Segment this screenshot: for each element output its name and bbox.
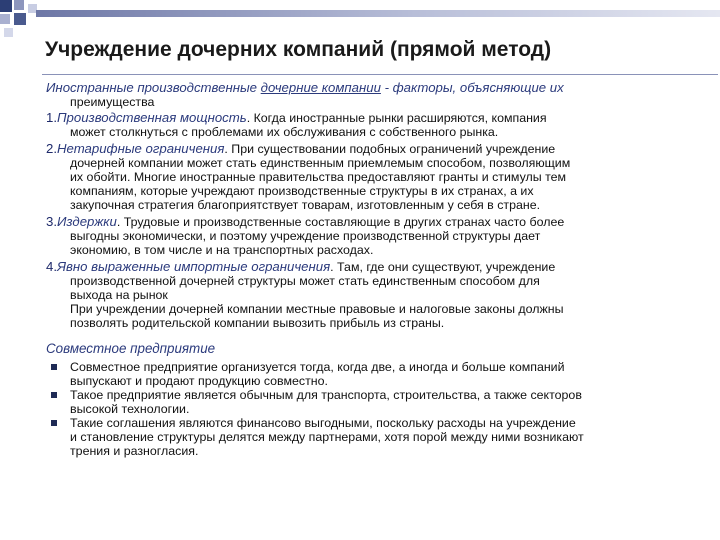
factor-item [46, 215, 714, 229]
jv-bullet-line: Такое предприятие является обычным для транспорта, строительства, а также секторов [70, 388, 582, 402]
factor-text-line: выхода на рынок [70, 288, 168, 302]
square-bullet-icon [51, 364, 57, 370]
intro-text: Иностранные производственные [46, 80, 261, 95]
title-divider [42, 74, 718, 75]
factor-name: Нетарифные ограничения [57, 141, 225, 156]
factor-text-line: закупочная стратегия благоприятствует товарам, изготовленным у себя в стране. [70, 198, 541, 212]
factor-text-line: экономию, в том числе и на транспортных расходах. [70, 243, 374, 257]
slide-body [46, 81, 714, 458]
jv-bullet-line: Такие соглашения являются финансово выгодными, поскольку расходы на учреждение [70, 416, 576, 430]
decor-square [0, 0, 12, 12]
jv-bullet-item [46, 360, 714, 388]
jv-bullet-line: трения и разногласия. [70, 444, 199, 458]
slide-title: Учреждение дочерних компаний (прямой метод) [45, 38, 552, 61]
factor-text: . Трудовые и производственные составляющие в других странах часто более [116, 215, 565, 229]
factor-text-line: может столкнуться с проблемами их обслуживания с собственного рынка. [70, 125, 499, 139]
jv-bullet-line: выпускают и продают продукцию совместно. [70, 374, 328, 388]
factor-text: . Когда иностранные рынки расширяются, компания [246, 111, 547, 125]
square-bullet-icon [51, 420, 57, 426]
jv-title: Совместное предприятие [46, 341, 216, 356]
factor-number: 3. [46, 214, 57, 229]
decor-square [0, 14, 10, 24]
factor-text: . Там, где они существуют, учреждение [330, 260, 556, 274]
intro-continuation: преимущества [70, 95, 155, 109]
decor-square [4, 28, 13, 37]
jv-bullet-list [46, 360, 714, 458]
decor-square [14, 0, 24, 10]
intro-link[interactable]: дочерние компании [260, 80, 381, 95]
jv-bullet-item [46, 388, 714, 416]
jv-bullet-line: Совместное предприятие организуется тогда, когда две, а иногда и больше компаний [70, 360, 565, 374]
factor-text-line: выгодны экономически, и поэтому учреждение производственной структуры дает [70, 229, 541, 243]
decor-square [14, 13, 26, 25]
factor-text-line: позволять родительской компании вывозить прибыль из страны. [70, 316, 445, 330]
jv-bullet-line: высокой технологии. [70, 402, 190, 416]
factor-text-line: компаниям, которые учреждают производственные структуры в их странах, а их [70, 184, 534, 198]
factor-text-line: их обойти. Многие иностранные правительства предоставляют гранты и стимулы тем [70, 170, 567, 184]
factor-name: Производственная мощность [57, 110, 247, 125]
factor-text-line: производственной дочерней структуры может стать единственным способом для [70, 274, 540, 288]
top-gradient-bar [36, 10, 720, 17]
factor-number: 4. [46, 259, 57, 274]
factor-item [46, 142, 714, 156]
factor-number: 1. [46, 110, 57, 125]
square-bullet-icon [51, 392, 57, 398]
factor-number: 2. [46, 141, 57, 156]
intro-line [46, 81, 714, 95]
jv-bullet-item [46, 416, 714, 458]
factor-text-line: дочерней компании может стать единственным приемлемым способом, позволяющим [70, 156, 571, 170]
factor-text: . При существовании подобных ограничений учреждение [224, 142, 556, 156]
factor-list [46, 111, 714, 330]
factor-item [46, 260, 714, 274]
factor-name: Явно выраженные импортные ограничения [57, 259, 331, 274]
factor-name: Издержки [57, 214, 117, 229]
intro-text-2: - факторы, объясняющие их [380, 80, 564, 95]
factor-item [46, 111, 714, 125]
jv-bullet-line: и становление структуры делятся между партнерами, хотя порой между ними возникают [70, 430, 584, 444]
factor-text-line: При учреждении дочерней компании местные правовые и налоговые законы должны [70, 302, 564, 316]
